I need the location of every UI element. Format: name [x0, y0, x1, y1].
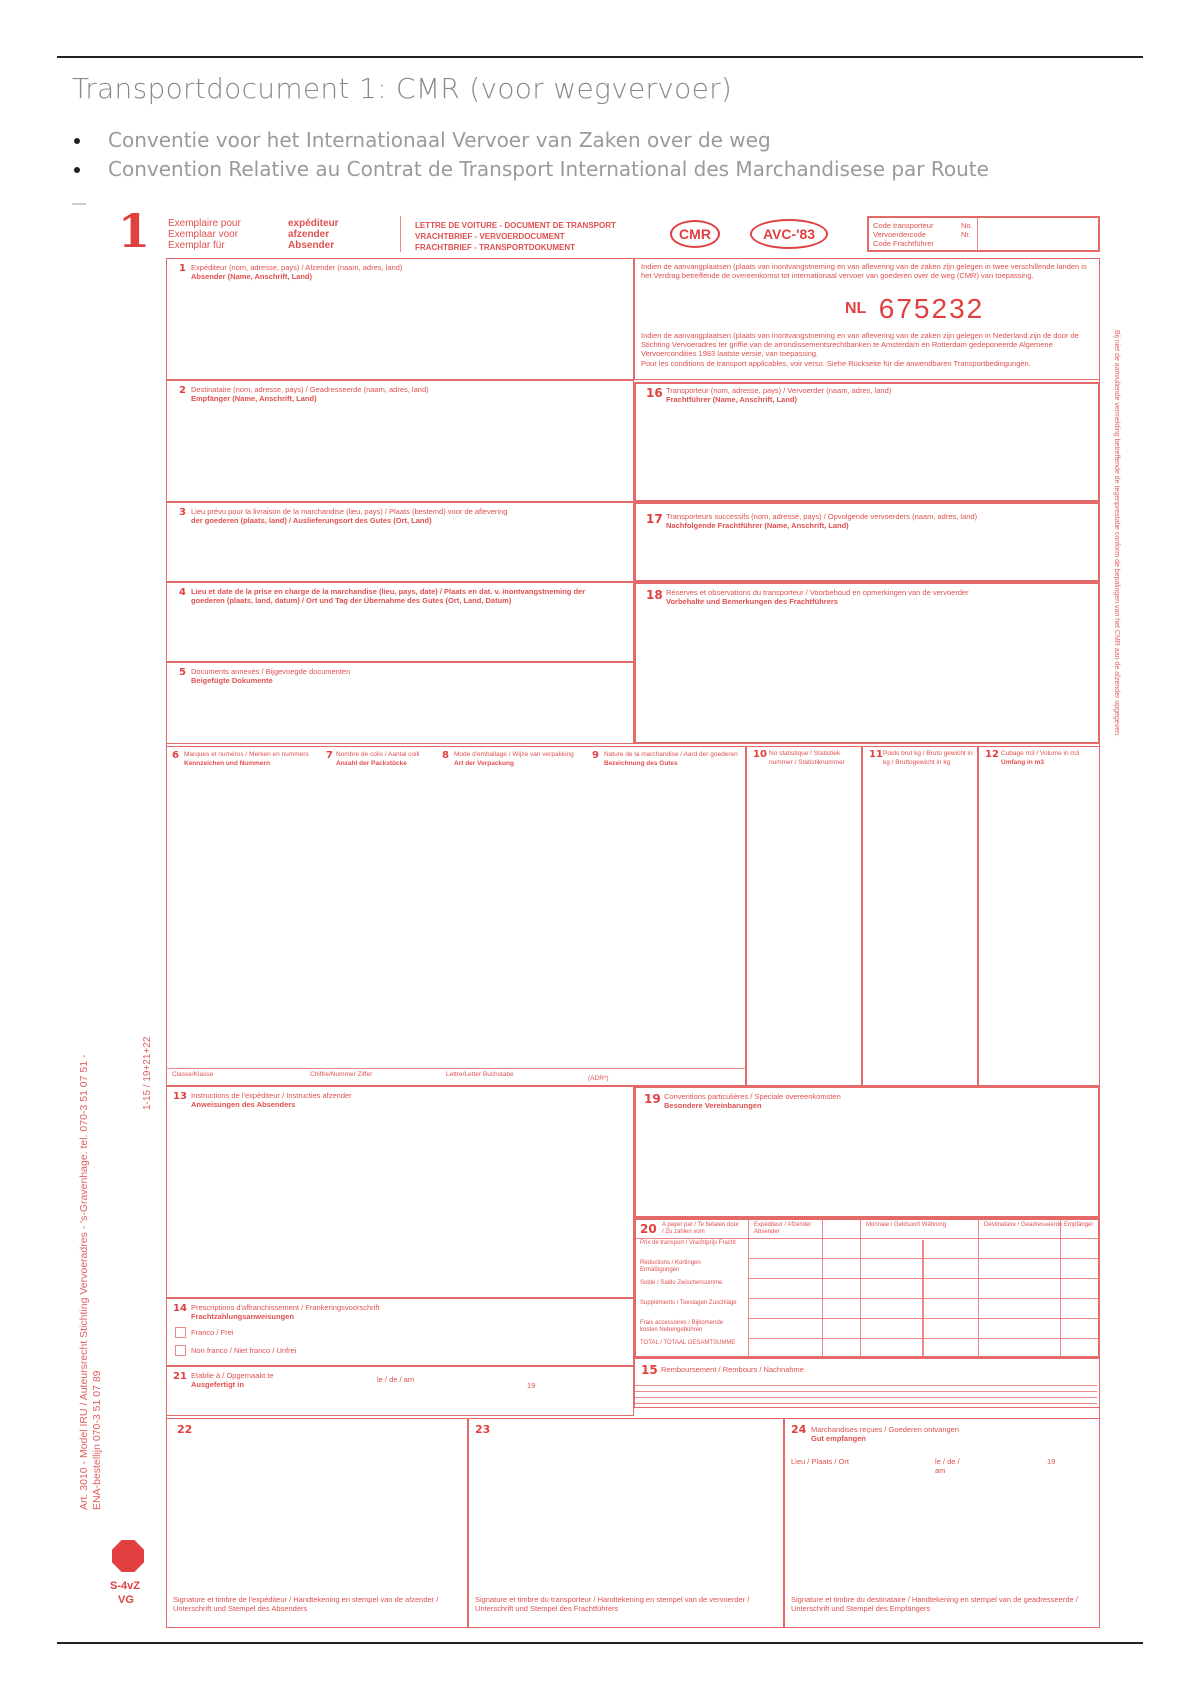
number-label: Chiffre/Nummer Ziffer [310, 1071, 373, 1078]
field-1-sender[interactable] [166, 258, 634, 380]
pay-col-line [860, 1220, 861, 1356]
field-label: Conventions particulières / Speciale overeenkomsten Besondere Vereinbarungen [664, 1092, 841, 1110]
field-label: No statistique / Statistiek nummer / Statistiknummer [769, 750, 845, 766]
field-19-special-agreements[interactable] [634, 1086, 1100, 1218]
hatch-line [635, 1397, 1097, 1398]
field-number: 7 [326, 750, 333, 761]
field-label: Etablie à / Opgemaakt te Ausgefertigt in [191, 1371, 274, 1389]
field-number: 15 [641, 1363, 658, 1377]
date-label: le / de / am [377, 1375, 415, 1384]
field-label: Réserves et observations du transporteur / Voorbehoud en opmerkingen van de vervoerder Vorbehalte und Bemerkungen des Frachtführers [666, 588, 969, 606]
pay-row: Frais accessoires / Bijkomende kosten Nebengebühren [640, 1320, 724, 1333]
signature-label: Signature et timbre du destinataire / Handtekening en stempel van de geadresseerde / Unterschrift und Stempel des Empfängers [791, 1595, 1078, 1613]
field-number: 14 [173, 1303, 187, 1314]
field-3-delivery-place[interactable] [166, 502, 634, 582]
pay-col-line [978, 1220, 979, 1356]
pay-row-line [748, 1278, 1098, 1279]
field-number: 5 [179, 667, 186, 678]
field-label: Poids brut kg / Bruto gewicht in kg / Bruttogewicht in kg [883, 750, 973, 766]
field-label: Marchandises reçues / Goederen ontvangen Gut empfangen [811, 1425, 960, 1443]
field-label: Destinataire (nom, adresse, pays) / Geadresseerde (naam, adres, land) Empfänger (Name, Anschrift, Land) [191, 385, 429, 403]
field-number: 2 [179, 385, 186, 396]
field-4-pickup[interactable] [166, 582, 634, 662]
pay-col-line [822, 1220, 823, 1356]
field-14-payment-instructions[interactable] [166, 1298, 634, 1366]
franco-label: Franco / Frei [191, 1328, 234, 1337]
field-label: Remboursement / Rembours / Nachnahme [661, 1365, 804, 1374]
field-number: 24 [791, 1423, 807, 1436]
carrier-code-box [867, 216, 1100, 252]
goods-area[interactable] [166, 746, 746, 1086]
pay-row-line [748, 1298, 1098, 1299]
signature-label: Signature et timbre de l'expéditeur / Handtekening en stempel van de afzender / Unterschrift und Stempel des Absenders [173, 1595, 439, 1613]
year-label: 19 [1047, 1457, 1056, 1466]
field-20-payment[interactable] [634, 1218, 1100, 1358]
pay-col-sender: Expéditeur / Afzender Absender [754, 1222, 812, 1235]
pay-row: Réductions / Kortingen Ermäßigungen [640, 1260, 701, 1273]
field-7-label: Nombre de colis / Aantal colli Anzahl der Packstücke [336, 751, 420, 767]
field-11-gross-weight[interactable] [862, 746, 978, 1086]
notice-box [634, 258, 1100, 380]
field-label: Lieu et date de la prise en charge de la marchandise (lieu, pays, date) / Plaats en dat. v. inontvangstneming der goederen (plaats, land, datum) / Ort und Tag der Übernahme des Gutes (Ort, Land, Datum) [191, 587, 586, 605]
pay-row-line [748, 1338, 1098, 1339]
field-23-carrier-signature[interactable] [468, 1418, 784, 1628]
pay-row: Solde / Saldo Zwischensumme [640, 1280, 723, 1286]
field-label: Documents annexés / Bijgevoegde documenten Beigefügte Dokumente [191, 667, 351, 685]
pay-row: TOTAL / TOTAAL GESAMTSUMME [640, 1340, 736, 1346]
bullet-item: Conventie voor het Internationaal Vervoer van Zaken over de weg [72, 126, 989, 155]
class-label: Classe/Klasse [172, 1071, 214, 1078]
franco-checkbox[interactable] [175, 1327, 186, 1338]
field-17-successive-carriers[interactable] [634, 502, 1100, 582]
avc-logo: AVC-'83 [750, 219, 828, 249]
field-number: 1 [179, 263, 186, 274]
pay-row: Prix de transport / Vrachtprijs Fracht [640, 1240, 736, 1246]
field-number: 12 [985, 749, 999, 760]
code-divider [977, 218, 978, 250]
field-10-statistical[interactable] [746, 746, 862, 1086]
field-number: 20 [640, 1222, 657, 1236]
letter-label: Lettre/Letter Buchstabe [446, 1071, 514, 1078]
field-label: Transporteurs successifs (nom, adresse, pays) / Opvolgende vervoerders (naam, adres, land) Nachfolgende Frachtführer (Name, Anschrift, Land) [666, 512, 978, 530]
field-number: 4 [179, 587, 186, 598]
field-number: 23 [475, 1423, 491, 1436]
top-rule [57, 56, 1143, 58]
pay-by-label: A payer par / Te betalen door / Zu zahlen vom [662, 1222, 739, 1235]
header-divider [400, 216, 401, 252]
field-24-goods-received[interactable] [784, 1418, 1100, 1628]
stamp-code: S-4vZ [110, 1580, 140, 1592]
field-21-established[interactable] [166, 1366, 634, 1416]
non-franco-checkbox[interactable] [175, 1345, 186, 1356]
cmr-form [70, 204, 1130, 1630]
doc-number [845, 293, 984, 325]
doc-number-value: 675232 [878, 293, 985, 324]
field-number: 18 [646, 588, 663, 602]
pay-col-currency: Monnaie / Geldsoort Währung [866, 1222, 947, 1228]
page-title: Transportdocument 1: CMR (voor wegvervoer) [72, 72, 733, 105]
pay-row-line [636, 1238, 1098, 1239]
field-label: Instructions de l'expéditeur / Instructies afzender Anweisungen des Absenders [191, 1091, 352, 1109]
field-9-label: Nature de la marchandise / Aard der goederen Bezeichnung des Gutes [604, 751, 738, 767]
bullet-item: Convention Relative au Contrat de Transport International des Marchandisese par Route [72, 155, 989, 184]
notice-top: Indien de aanvangplaatsen (plaats van inontvangstneming en van aflevering van de zaken zijn gelegen in twee verschillende landen is het Verdrag betreffende de overeenkomst tot internationaal vervoer van goederen over de weg (CMR) van toepassing. [641, 262, 1087, 280]
bullet-list [72, 126, 989, 184]
side-legal-note: Bij niet de aanvullende vermelding betreffende de tegenprestatie conform de bepalingen van het CMR aan de afzender opgegeven. [1113, 330, 1120, 737]
field-6-label: Marques et numéros / Merken en nummers Kennzeichen und Nummern [184, 751, 309, 767]
field-number: 9 [592, 750, 599, 761]
field-number: 6 [172, 750, 179, 761]
field-5-documents[interactable] [166, 662, 634, 744]
field-number: 8 [442, 750, 449, 761]
pay-col-line [1060, 1220, 1061, 1356]
pay-col-line [748, 1220, 749, 1356]
hatch-line [635, 1385, 1097, 1386]
side-field-numbers: 1-15 / 19+21+22 [142, 1036, 153, 1110]
field-12-volume[interactable] [978, 746, 1100, 1086]
field-number: 16 [646, 386, 663, 400]
field-label: Lieu prévu pour la livraison de la marchandise (lieu, pays) / Plaats (bestemd) voor de aflevering der goederen (plaats, land) / Auslieferungsort des Gutes (Ort, Land) [191, 507, 508, 525]
field-label: Expéditeur (nom, adresse, pays) / Afzender (naam, adres, land) Absender (Name, Anschrift, Land) [191, 263, 403, 281]
field-label: Transporteur (nom, adresse, pays) / Vervoerder (naam, adres, land) Frachtführer (Name, Anschrift, Land) [666, 386, 892, 404]
copy-party: expéditeur afzender Absender [288, 218, 339, 251]
date-label: le / de / am [935, 1457, 960, 1475]
code-nr-label: No. Nr. [961, 221, 973, 239]
year-label: 19 [527, 1381, 536, 1390]
field-16-carrier[interactable] [634, 382, 1100, 502]
pay-col-consignee: Destinataire / Geadresseerde Empfänger [984, 1222, 1094, 1228]
carrier-code-label: Code transporteur Vervoerdercode Code Frachtführer [873, 221, 934, 248]
class-row-line [166, 1068, 746, 1069]
field-13-sender-instructions[interactable] [166, 1086, 634, 1298]
copy-for: Exemplaire pour Exemplaar voor Exemplar für [168, 218, 241, 251]
pay-row-line [748, 1318, 1098, 1319]
field-number: 11 [869, 749, 883, 760]
pay-row-line [748, 1258, 1098, 1259]
divider [72, 203, 86, 205]
signature-label: Signature et timbre du transporteur / Handtekening en stempel van de vervoerder / Unterschrift und Stempel des Frachtführers [475, 1595, 750, 1613]
stamp-sub: VG [118, 1594, 134, 1606]
field-8-label: Mode d'emballage / Wijze van verpakking Art der Verpackung [454, 751, 574, 767]
notice-conditions: Pour les conditions de transport applicables, voir verso. Siehe Rückseite für die anwendbaren Transportbedingungen. [641, 359, 1031, 368]
field-number: 21 [173, 1371, 187, 1382]
cmr-logo: CMR [670, 220, 720, 248]
field-number: 19 [644, 1092, 661, 1106]
hatch-line [635, 1403, 1097, 1404]
doc-prefix: NL [845, 300, 867, 317]
bottom-rule [57, 1642, 1143, 1644]
notice-bottom: Indien de aanvangplaatsen (plaats van inontvangstneming en van aflevering van de zaken zijn gelegen in Nederland zijn de door de Stichting Vervoeradres ter griffie van de arrondissementsrechtbanken te Amsterdam en Rotterdam gedeponeerde Algemene Vervoercondities 1983 laatste versie, van toepassing. [641, 331, 1079, 358]
field-number: 22 [177, 1423, 193, 1436]
field-number: 13 [173, 1091, 187, 1102]
copy-number: 1 [118, 204, 151, 258]
non-franco-label: Non franco / Niet franco / Unfrei [191, 1346, 297, 1355]
field-number: 10 [753, 749, 767, 760]
pay-row: Suppléments / Toeslagen Zuschläge [640, 1300, 737, 1306]
field-label: Prescriptions d'affranchissement / Frankeringsvoorschrift Frachtzahlungsanweisungen [191, 1303, 380, 1321]
doc-type: LETTRE DE VOITURE - DOCUMENT DE TRANSPORT VRACHTBRIEF - VERVOERDOCUMENT FRACHTBRIEF - TRANSPORTDOKUMENT [415, 221, 616, 252]
field-number: 3 [179, 507, 186, 518]
side-print-info: Art. 3010 - Model IRU / Auteursrecht Stichting Vervoeradres - 's-Gravenhage. tel. 070-3 51 07 51 - ENA-bestellijn 070-3 51 07 89 [78, 1054, 103, 1510]
field-2-consignee[interactable] [166, 380, 634, 502]
place-label: Lieu / Plaats / Ort [791, 1457, 849, 1466]
field-18-carrier-reservations[interactable] [634, 582, 1100, 744]
field-label: Cubage m3 / Volume in m3 Umfang in m3 [1001, 750, 1080, 766]
hatch-line [635, 1391, 1097, 1392]
field-number: 17 [646, 512, 663, 526]
adr-label: (ADR*) [588, 1075, 609, 1082]
field-22-sender-signature[interactable] [166, 1418, 468, 1628]
field-15-cash-on-delivery[interactable] [634, 1358, 1100, 1408]
stamp-octagon-icon [112, 1540, 144, 1572]
